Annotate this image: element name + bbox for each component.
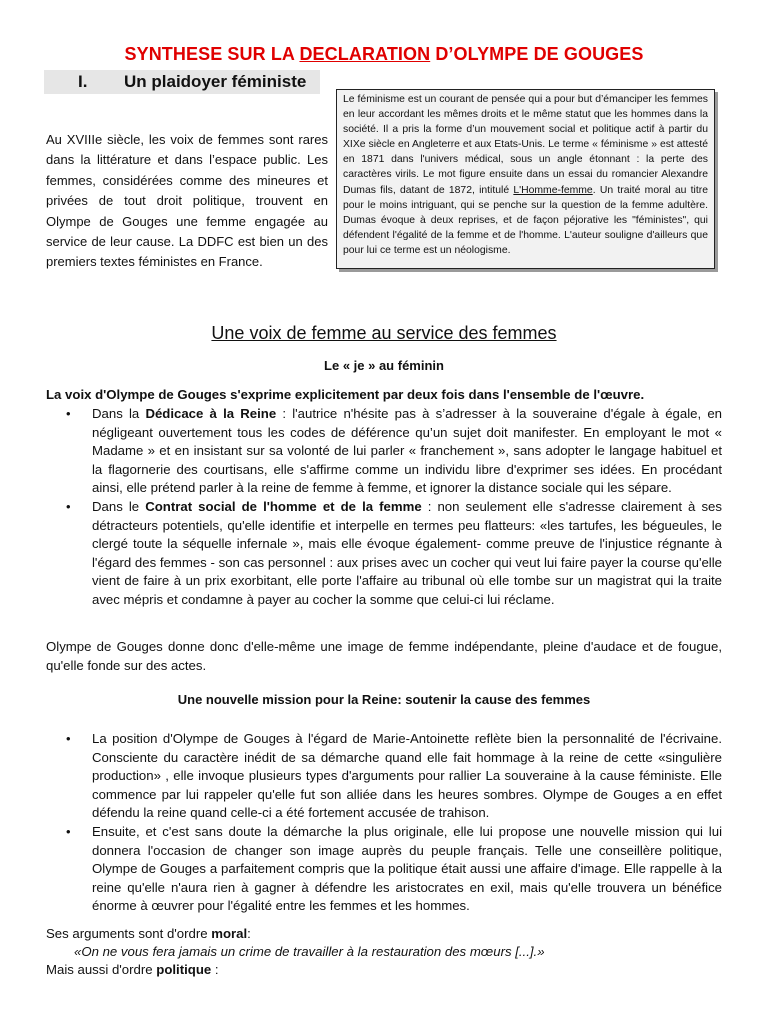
bullet-text-rest: : l'autrice n'hésite pas à s’adresser à la souveraine d'égale à égale, en négligeant ouvertement tous les codes de déférence qu’un sujet doit manifester. En employant le mot « Madame » et en insistant sur sa volonté de lui parler « franchement », sans adopter le langage habituel et la flagornerie des courtisans, elle s'affirme comme un individu libre d'exprimer ses idées. En procédant ainsi, elle prétend parler à la reine de femme à femme, et ignorer la distance sociale qui les sépare. <box>92 406 722 496</box>
bullet-icon: • <box>66 731 71 746</box>
bullet-text-rest: : non seulement elle s'adresse clairement à ses détracteurs potentiels, qu'elle identifie et interpelle en termes peu flatteurs: «les tartufes, les bégueules, le clergé toute la séquelle infernale », mais elle évoque également- comme preuve de l'injustice régnante à l'égard des femmes - son cas personnel : aux prises avec un cocher qui veut lui faire payer la course qu'elle vient de faire à un prix exorbitant, elle porte l'affaire au tribunal où elle tombe sur un magistrat qui la traite avec mépris et condamne à payer au cocher la somme que celui-ci lui réclame. <box>92 498 722 607</box>
politique-bold: politique <box>156 962 212 977</box>
bullet-icon: • <box>66 498 71 514</box>
definition-book-title: L'Homme-femme <box>513 184 593 196</box>
quote-moral: «On ne vous fera jamais un crime de travailler à la restauration des mœurs [...].» <box>74 944 545 959</box>
definition-text-part2: . Un traité moral au titre pour le moins intriguant, qui se penche sur la question de la femme adultère. Dumas évoque à deux reprises, et de façon péjorative les "féministes", qui défendent l'égalité de la femme et de l'homme. L'auteur souligne d'ailleurs que pour lui ce terme est un néologisme. <box>343 184 708 256</box>
bullet-icon: • <box>66 823 71 839</box>
bullet-nouvelle-mission <box>64 823 722 916</box>
bullet-list-mission <box>64 730 722 916</box>
bullet-text-pre: Dans la <box>92 406 146 421</box>
moral-bold: moral <box>211 926 248 941</box>
bullet-icon: • <box>66 406 71 421</box>
bullet-list-je <box>64 405 722 610</box>
bullet-contrat-social <box>64 498 722 610</box>
bullet-text: La position d'Olympe de Gouges à l'égard de Marie-Antoinette reflète bien la personnalité de l'écrivaine. Consciente du caractère inédit de sa démarche quand elle fait hommage à la reine de cette «singulière production» , elle invoque plusieurs types d'arguments pour rallier La souveraine à la cause féministe. Elle commence par lui rappeler qu'elle fut son alliée dans les heures sombres. Olympe de Gouges a en effet défendu la reine quand celle-ci a été fortement accusée de trahison. <box>92 731 722 821</box>
title-text-end: D’OLYMPE DE GOUGES <box>430 44 644 64</box>
bullet-bold-contrat: Contrat social de l'homme et de la femme <box>145 498 422 514</box>
bullet-position-reine <box>64 730 722 823</box>
section-number: I. <box>78 72 88 91</box>
arguments-moral-line <box>46 925 722 944</box>
section-title: Un plaidoyer féministe <box>124 72 307 91</box>
section-heading <box>44 70 320 94</box>
definition-text-part1: Le féminisme est un courant de pensée qui a pour but d’émanciper les femmes en leur accordant les mêmes droits et le même statut que les hommes dans la société. Il a pris la forme d’un mouvement social et politique actif à partir du XIXe siècle en Angleterre et aux Etats-Unis. Le terme « féminisme » est attesté en 1871 dans l'univers médical, sous un angle étonnant : la perte des caractères virils. Le mot figure ensuite dans un essai du romancier Alexandre Dumas fils, datant de 1872, intitulé <box>343 94 708 196</box>
moral-colon: : <box>247 926 251 941</box>
politique-colon: : <box>211 962 219 977</box>
definition-box <box>336 89 715 269</box>
bullet-dedicace <box>64 405 722 498</box>
arguments-politique-line <box>46 961 722 980</box>
lead-paragraph: La voix d'Olympe de Gouges s'exprime explicitement par deux fois dans l'ensemble de l'œuvre. <box>46 387 645 402</box>
subheading-je-feminin: Le « je » au féminin <box>324 358 444 373</box>
intro-paragraph: Au XVIIIe siècle, les voix de femmes sont rares dans la littérature et dans l’espace public. Les femmes, considérées comme des mineures et privées de tout droit politique, trouvent en Olympe de Gouges une femme engagée au service de leur cause. La DDFC est bien un des premiers textes féministes en France. <box>46 132 328 270</box>
title-text-start: SYNTHESE SUR LA <box>124 44 300 64</box>
moral-text: Ses arguments sont d'ordre <box>46 926 212 941</box>
bullet-text-pre: Dans le <box>92 498 146 514</box>
subtitle: Une voix de femme au service des femmes <box>211 323 557 343</box>
conclusion-paragraph: Olympe de Gouges donne donc d'elle-même une image de femme indépendante, pleine d'audace et de fougue, qu'elle fonde sur des actes. <box>46 639 722 673</box>
document-title <box>0 44 768 65</box>
subheading-nouvelle-mission: Une nouvelle mission pour la Reine: soutenir la cause des femmes <box>177 692 591 707</box>
title-underlined-word: DECLARATION <box>299 44 431 64</box>
bullet-text: Ensuite, et c'est sans doute la démarche la plus originale, elle lui propose une nouvelle mission qui lui donnera l'occasion de changer son image auprès du peuple français. Telle une conseillère politique, Olympe de Gouges a parfaitement compris que la politique était aussi une affaire d'image. Elle rappelle à la reine qu'elle n'aura rien à gagner à défendre les aristocrates en exil, mais qu'elle trouvera un bénéfice énorme à œuvrer pour l'égalité entre les femmes et les hommes. <box>92 823 722 914</box>
bullet-bold-dedicace: Dédicace à la Reine <box>145 406 277 421</box>
politique-text: Mais aussi d'ordre <box>46 962 157 977</box>
